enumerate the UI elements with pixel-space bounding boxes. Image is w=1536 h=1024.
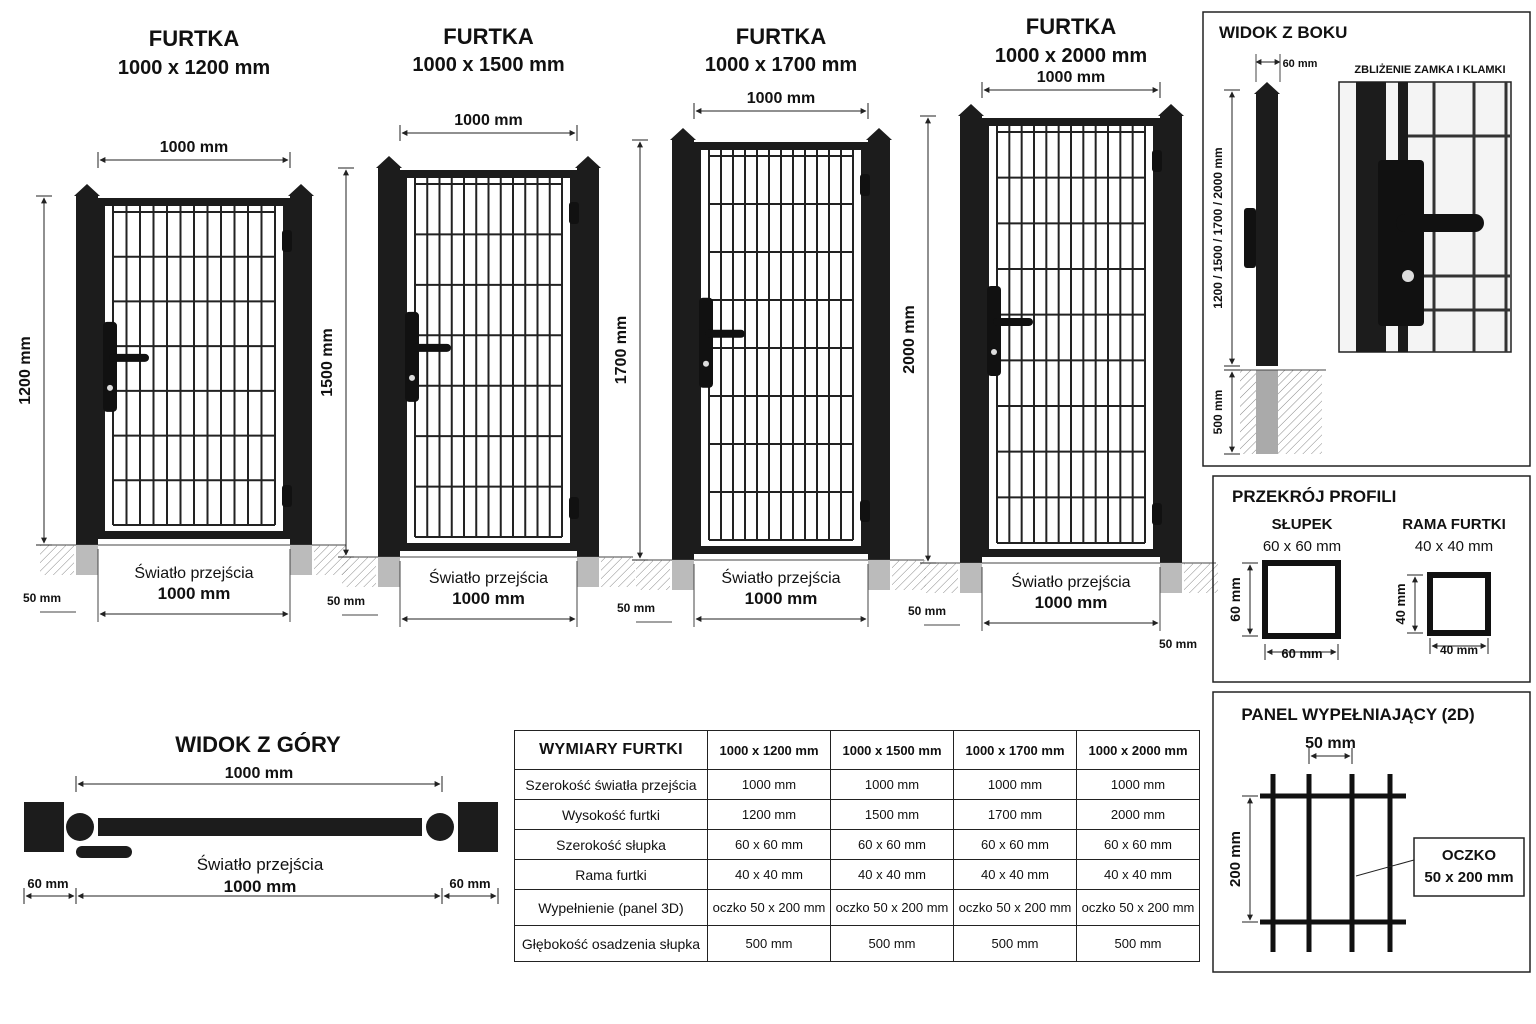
table-header-cell: 1000 x 1200 mm [708,731,831,770]
table-row [515,860,1200,890]
lock-plate [405,312,419,402]
row-label: Wysokość furtki [515,800,708,830]
post [378,168,400,557]
post-foundation [76,545,98,575]
table-header-cell: WYMIARY FURTKI [515,731,708,770]
gate-size: 1000 x 1500 mm [412,54,565,76]
hinge [569,497,579,519]
table-cell: 500 mm [1077,926,1200,962]
dimension-label: 1000 mm [159,139,229,156]
lock-plate [699,298,713,388]
keyhole [409,375,415,381]
ground-hatch [1240,370,1322,454]
dimension-label: 40 mm [1393,583,1408,625]
dimension-label: 1000 mm [746,90,816,107]
post-offset-label: 50 mm [616,601,656,615]
dimension-label: 40 mm [1439,643,1479,657]
passage-label: Światło przejścia [196,855,324,874]
post-profile-section [1265,563,1338,636]
table-row [515,770,1200,800]
profiles-title: PRZEKRÓJ PROFILI [1232,487,1397,506]
table-cell: 40 x 40 mm [1077,860,1200,890]
dimension-label: 1700 mm [613,315,630,385]
gate-elevation-2 [319,24,635,627]
post-foundation [577,557,599,587]
passage-value: 1000 mm [157,584,231,603]
table-cell: 60 x 60 mm [708,830,831,860]
dimensions-table [514,730,1200,962]
gate-size: 1000 x 2000 mm [994,45,1148,67]
dimension-label: 60 mm [1281,646,1323,661]
post-foundation [378,557,400,587]
table-cell: 1000 mm [954,770,1077,800]
post [868,140,890,560]
side-handle [1244,208,1256,268]
mesh-size: 50 x 200 mm [1424,869,1514,886]
hinge [860,500,870,522]
passage-label: Światło przejścia [721,570,841,587]
frame-profile-section [1430,575,1488,633]
table-cell: oczko 50 x 200 mm [831,890,954,926]
post-offset-label: 50 mm [326,594,366,608]
post-offset-label: 50 mm [1158,637,1198,651]
post-cap [670,128,696,140]
table-cell: 1000 mm [708,770,831,800]
post [24,802,64,852]
lock-plate [987,286,1001,376]
dimension-label: 60 mm [1227,577,1243,622]
post-foundation [960,563,982,593]
closeup-handle [1396,214,1484,232]
post [960,116,982,563]
post-offset-label: 50 mm [22,591,62,605]
ground-hatch [40,545,74,575]
door-handle [705,330,745,338]
door-handle [993,318,1033,326]
hinge [1152,503,1162,525]
post [672,140,694,560]
gate-title: FURTKA [443,24,534,49]
gate-elevation-3 [613,24,926,627]
door-handle [109,354,149,362]
post [577,168,599,557]
table-cell: 1700 mm [954,800,1077,830]
passage-value: 1000 mm [223,877,297,896]
row-label: Szerokość słupka [515,830,708,860]
table-cell: 1200 mm [708,800,831,830]
post-cap [1158,104,1184,116]
keyhole [703,361,709,367]
top-view-title: WIDOK Z GÓRY [175,732,341,757]
mesh-label: OCZKO [1441,847,1497,864]
post-cap [958,104,984,116]
gate-elevation-4 [901,14,1218,631]
gate-elevation-1 [17,26,348,622]
post-cap [575,156,601,168]
closeup-lock-plate [1378,160,1424,326]
post [1160,116,1182,563]
post [1256,94,1278,366]
table-cell: 40 x 40 mm [708,860,831,890]
dimension-label: 50 mm [1305,735,1356,752]
post-width-label: 60 mm [449,876,491,891]
table-row [515,890,1200,926]
row-label: Rama furtki [515,860,708,890]
post-cap [1254,82,1280,94]
dimension-label: 1200 mm [17,336,34,405]
lock-plate [103,322,117,412]
hinge [282,230,292,252]
door-handle [411,344,451,352]
passage-label: Światło przejścia [134,565,254,582]
post-foundation [868,560,890,590]
table-cell: 1000 mm [1077,770,1200,800]
post-width-label: 60 mm [27,876,69,891]
post-offset-label: 50 mm [907,604,947,618]
ground-hatch [342,557,376,587]
hinge-knuckle [66,813,94,841]
passage-label: Światło przejścia [1011,574,1131,591]
hinge-knuckle [426,813,454,841]
side-view-title: WIDOK Z BOKU [1219,23,1348,42]
panel-title: PANEL WYPEŁNIAJĄCY (2D) [1241,705,1475,724]
row-label: Wypełnienie (panel 3D) [515,890,708,926]
post [76,196,98,545]
table-cell: 60 x 60 mm [1077,830,1200,860]
closeup-keyhole [1402,270,1414,282]
gate-title: FURTKA [735,24,827,49]
ground-hatch [601,557,635,587]
table-row [515,800,1200,830]
top-handle [76,846,132,858]
dimension-label: 1000 mm [1036,69,1106,86]
dimension-label: 1000 mm [224,765,294,782]
hinge [282,485,292,507]
table-header-cell: 1000 x 1700 mm [954,731,1077,770]
table-header-cell: 1000 x 2000 mm [1077,731,1200,770]
ground-hatch [924,563,958,593]
table-cell: 60 x 60 mm [831,830,954,860]
table-cell: oczko 50 x 200 mm [954,890,1077,926]
post-cap [74,184,100,196]
row-label: Głębokość osadzenia słupka [515,926,708,962]
keyhole [107,385,113,391]
dimension-label: 500 mm [1211,389,1225,435]
passage-value: 1000 mm [1034,593,1108,612]
table-cell: 500 mm [831,926,954,962]
table-cell: 60 x 60 mm [954,830,1077,860]
post-foundation [290,545,312,575]
table-header-row [515,731,1200,770]
table-cell: 500 mm [708,926,831,962]
table-cell: 40 x 40 mm [831,860,954,890]
gate-title: FURTKA [1025,14,1117,39]
closeup-title: ZBLIŻENIE ZAMKA I KLAMKI [1354,64,1506,76]
post-cap [288,184,314,196]
post-cap [376,156,402,168]
post [458,802,498,852]
gate-title: FURTKA [148,26,240,51]
dimension-label: 1500 mm [319,328,336,397]
post-foundation [1256,370,1278,454]
hinge [1152,150,1162,172]
gate-size: 1000 x 1700 mm [704,54,858,76]
post [290,196,312,545]
table-cell: 1500 mm [831,800,954,830]
ground-hatch [636,560,670,590]
post-foundation [672,560,694,590]
ground-hatch [892,560,926,590]
keyhole [991,349,997,355]
gate-leaf [98,818,422,836]
table-cell: 1000 mm [831,770,954,800]
table-header-cell: 1000 x 1500 mm [831,731,954,770]
post-profile-name: SŁUPEK [1271,516,1333,533]
table-row [515,926,1200,962]
dimension-label: 2000 mm [901,305,918,374]
post-profile-size: 60 x 60 mm [1262,538,1342,555]
passage-label: Światło przejścia [428,570,549,587]
table-row [515,830,1200,860]
dimension-label: 1000 mm [454,112,523,129]
hinge [860,174,870,196]
dimension-label: 1200 / 1500 / 1700 / 2000 mm [1211,147,1225,309]
frame-profile-size: 40 x 40 mm [1414,538,1494,555]
hinge [569,202,579,224]
post-width-label: 60 mm [1282,58,1318,70]
profiles-panel [1213,476,1530,682]
table-cell: 500 mm [954,926,1077,962]
table-cell: oczko 50 x 200 mm [708,890,831,926]
table-cell: 40 x 40 mm [954,860,1077,890]
table-cell: oczko 50 x 200 mm [1077,890,1200,926]
callout-leader [1356,860,1414,876]
passage-value: 1000 mm [744,589,818,608]
dimension-label: 200 mm [1227,831,1244,887]
post-foundation [1160,563,1182,593]
table-cell: 2000 mm [1077,800,1200,830]
frame-profile-name: RAMA FURTKI [1402,516,1506,533]
panel-box [1213,692,1530,972]
row-label: Szerokość światła przejścia [515,770,708,800]
post-cap [866,128,892,140]
gate-size: 1000 x 1200 mm [117,57,271,79]
passage-value: 1000 mm [452,589,525,608]
